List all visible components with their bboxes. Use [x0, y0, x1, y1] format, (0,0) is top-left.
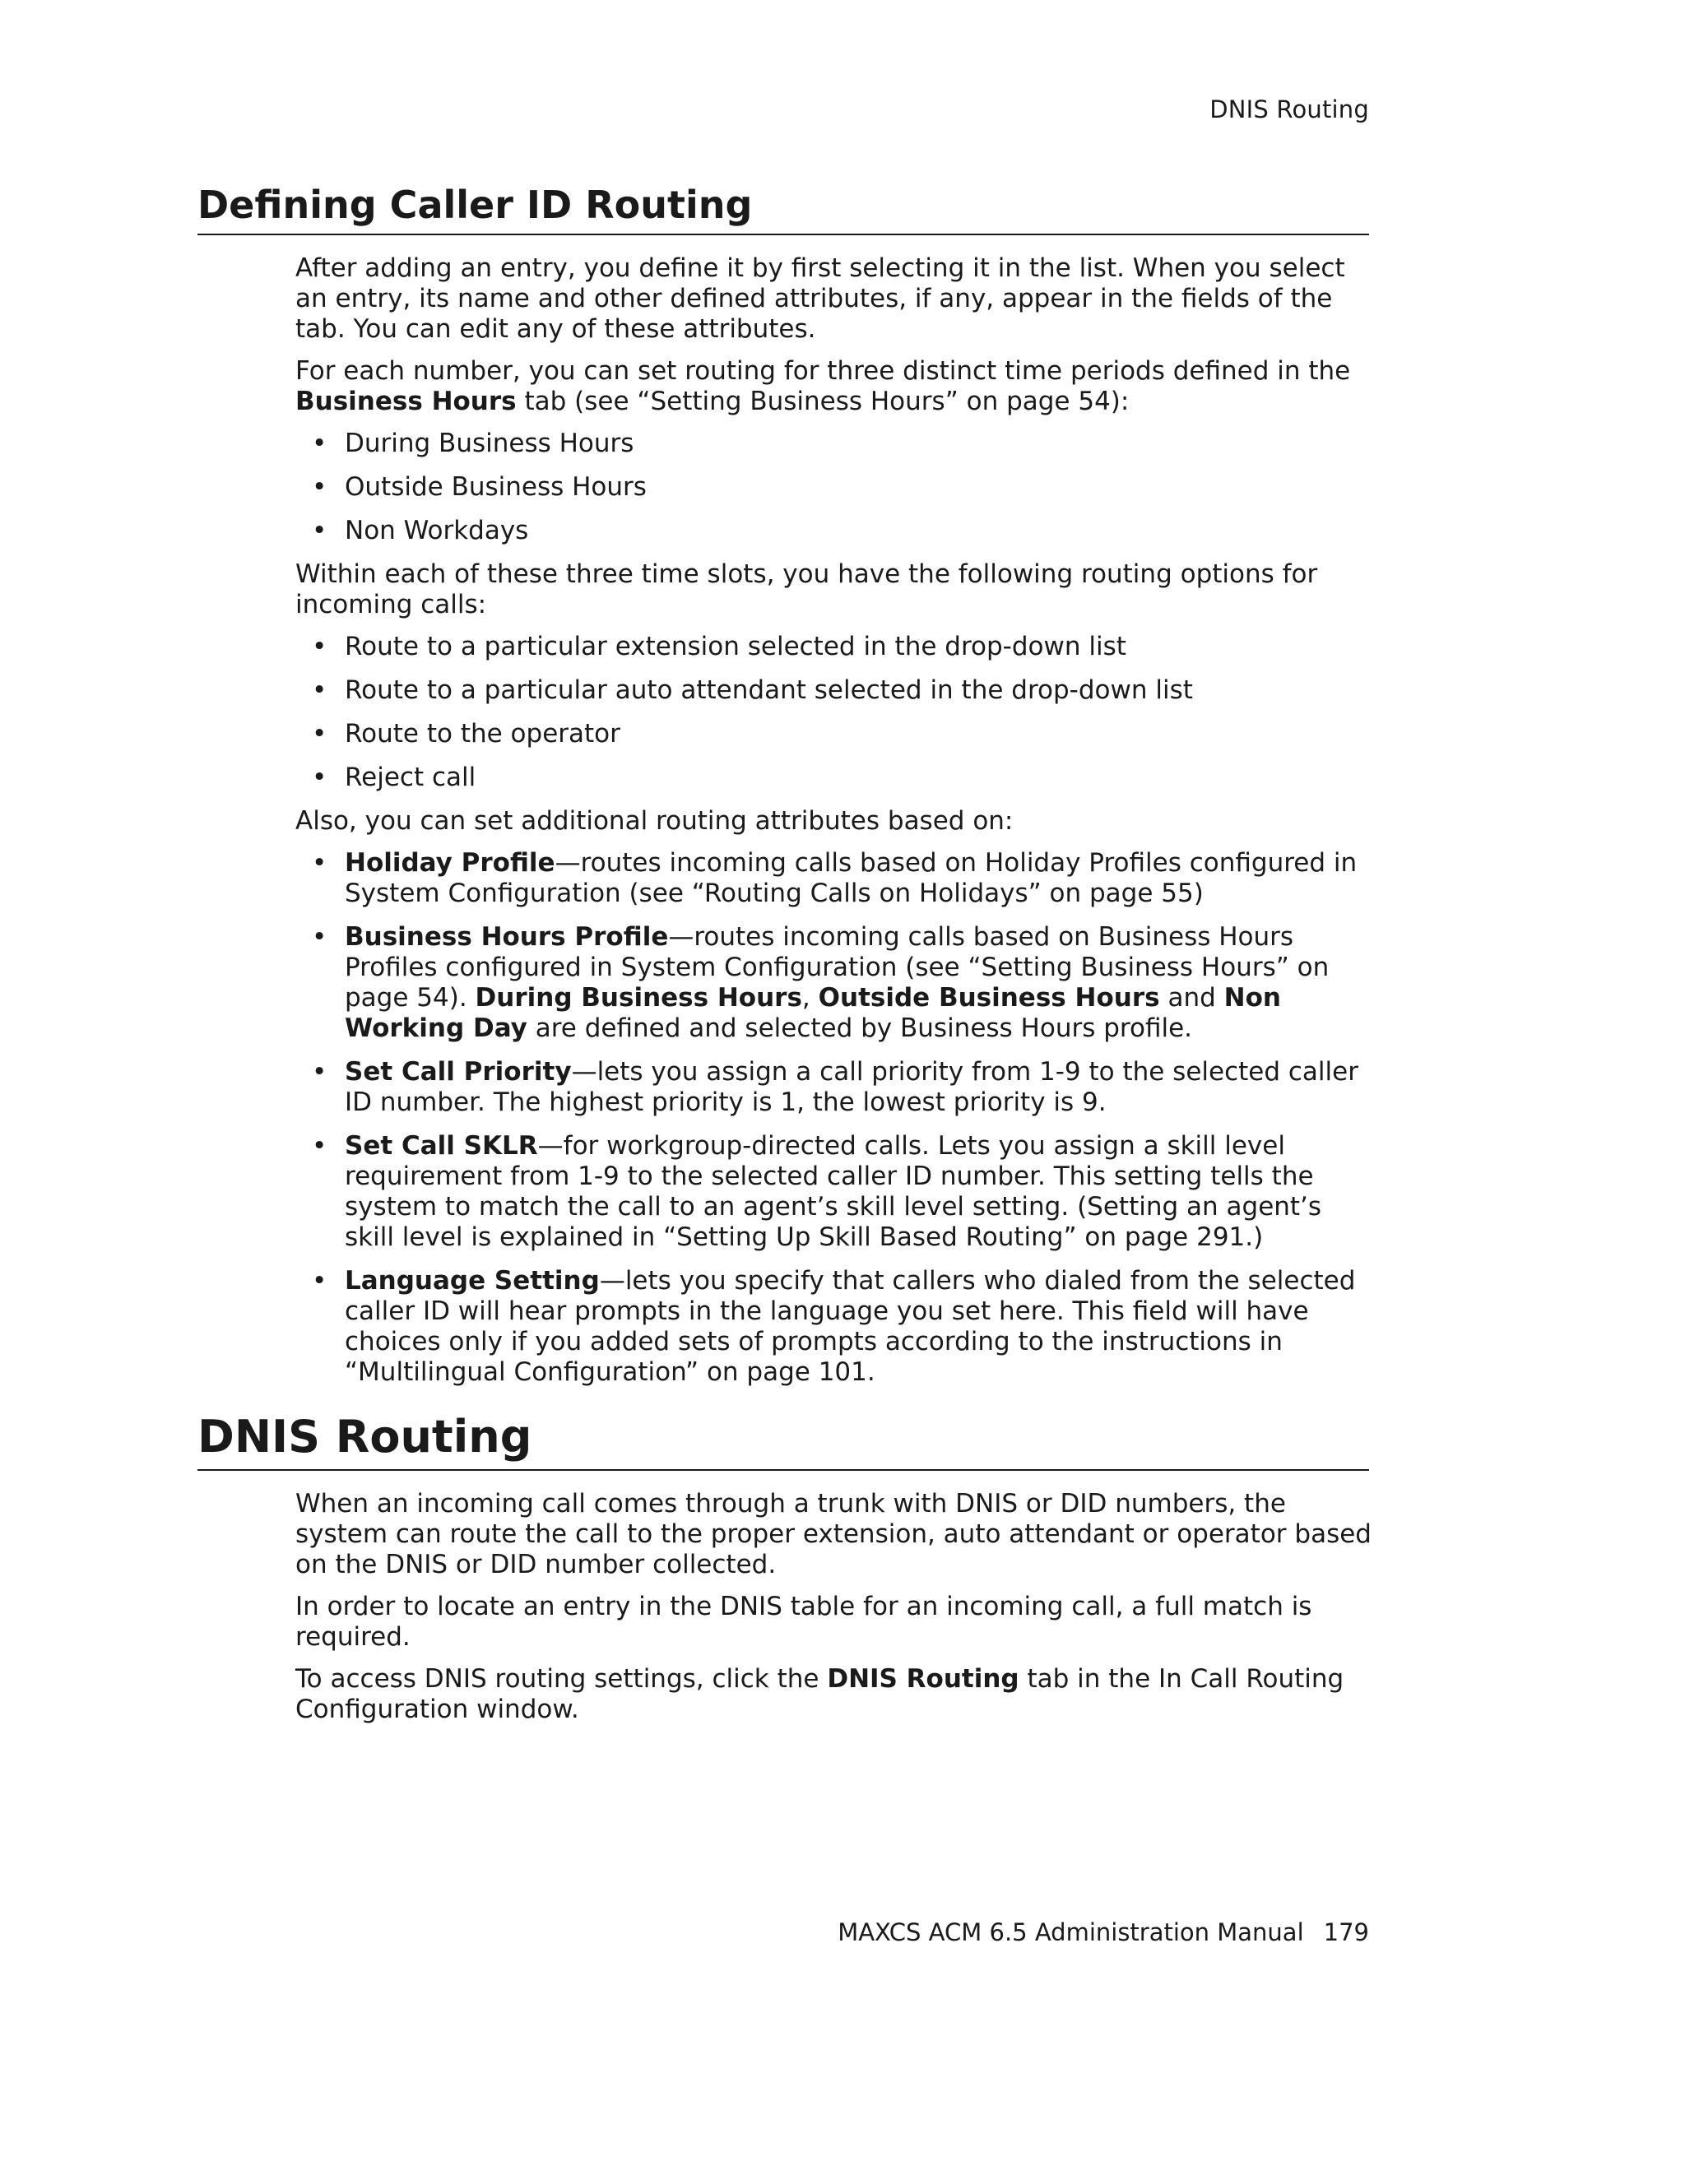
- text-span: —lets you assign a call priority from 1-9 to the selected caller ID number. The highest priority is 1, the lowest priority is 9.: [345, 1057, 1358, 1117]
- time-period-list: [295, 429, 1373, 546]
- list-item: [295, 719, 1373, 749]
- list-item-text: During Business Hours: [345, 429, 634, 458]
- section-body: [295, 1489, 1373, 1725]
- bullet: •: [312, 848, 327, 878]
- section-defining-caller-id-routing: [197, 183, 1369, 1401]
- paragraph: After adding an entry, you define it by first selecting it in the list. When you select an entry, its name and other defined attributes, if any, appear in the fields of the tab. You can edit any of these attributes.: [295, 253, 1345, 344]
- list-item: [295, 516, 1373, 546]
- list-item-text: Reject call: [345, 763, 476, 792]
- text-span: To access DNIS routing settings, click the: [295, 1664, 828, 1694]
- page-footer: [838, 1918, 1369, 1946]
- bullet: •: [312, 516, 327, 545]
- list-item: [295, 763, 1373, 793]
- list-item-text: Route to a particular extension selected in the drop-down list: [345, 632, 1126, 661]
- bullet: •: [312, 429, 327, 458]
- bullet: •: [312, 472, 327, 502]
- text-span: For each number, you can set routing for three distinct time periods defined in the: [295, 356, 1351, 386]
- text-span: ,: [801, 983, 819, 1013]
- list-item-text: Non Workdays: [345, 516, 529, 545]
- bold-term: Business Hours Profile: [345, 922, 669, 952]
- paragraph: When an incoming call comes through a trunk with DNIS or DID numbers, the system can route the call to the proper extension, auto attendant or operator based on the DNIS or DID number collected.: [295, 1489, 1372, 1579]
- paragraph: [295, 356, 1373, 417]
- list-item-text: Outside Business Hours: [345, 472, 647, 502]
- text-span: —for workgroup-directed calls. Lets you assign a skill level requirement from 1-9 to the selected caller ID number. This setting tells the system to match the call to an agent’s skill level setting. (Setting an agent’s skill level is explained in “Setting Up Skill Based Routing” on page 291.): [345, 1131, 1322, 1252]
- section-body: [295, 253, 1373, 1388]
- bold-term: Outside Business Hours: [818, 983, 1160, 1013]
- text-span: are defined and selected by Business Hours profile.: [527, 1013, 1193, 1043]
- bullet: •: [312, 1131, 327, 1161]
- section-title: Defining Caller ID Routing: [197, 183, 1369, 235]
- list-item-text: Route to the operator: [345, 719, 620, 749]
- bold-term: Holiday Profile: [345, 848, 555, 878]
- page-number: 179: [1323, 1918, 1369, 1946]
- list-item-text: Route to a particular auto attendant selected in the drop-down list: [345, 675, 1193, 705]
- list-item-holiday-profile: [295, 848, 1373, 909]
- paragraph: Within each of these three time slots, you have the following routing options for incoming calls:: [295, 559, 1318, 619]
- bullet: •: [312, 1057, 327, 1087]
- routing-attributes-list: [295, 848, 1373, 1388]
- bold-term: Language Setting: [345, 1266, 600, 1296]
- list-item: [295, 632, 1373, 662]
- list-item-language-setting: [295, 1266, 1373, 1388]
- paragraph: In order to locate an entry in the DNIS table for an incoming call, a full match is required.: [295, 1592, 1312, 1652]
- paragraph: Also, you can set additional routing attributes based on:: [295, 806, 1014, 836]
- text-span: tab (see “Setting Business Hours” on page 54):: [516, 387, 1130, 416]
- paragraph: [295, 1664, 1373, 1725]
- manual-title: MAXCS ACM 6.5 Administration Manual: [838, 1918, 1304, 1946]
- list-item-business-hours-profile: [295, 922, 1373, 1044]
- bullet: •: [312, 675, 327, 705]
- bold-term: DNIS Routing: [827, 1664, 1019, 1694]
- bullet: •: [312, 719, 327, 749]
- bullet: •: [312, 1266, 327, 1296]
- text-span: and: [1159, 983, 1224, 1013]
- text-span: tab in the In Call Routing Configuration window.: [295, 1664, 1344, 1724]
- bold-term: Set Call Priority: [345, 1057, 572, 1087]
- text-span: —routes incoming calls based on Business Hours Profiles configured in System Configuration (see “Setting Business Hours” on page 54).: [345, 922, 1330, 1013]
- list-item: [295, 472, 1373, 503]
- section-dnis-routing: [197, 1411, 1372, 1737]
- list-item: [295, 675, 1373, 706]
- bold-term: Set Call SKLR: [345, 1131, 538, 1161]
- list-item: [295, 429, 1373, 459]
- bold-term: Non Working Day: [345, 983, 1281, 1043]
- bullet: •: [312, 763, 327, 792]
- section-title: DNIS Routing: [197, 1411, 1369, 1471]
- bold-term: During Business Hours: [475, 983, 802, 1013]
- bullet: •: [312, 922, 327, 952]
- list-item-set-call-priority: [295, 1057, 1373, 1118]
- bold-term: Business Hours: [295, 387, 517, 416]
- list-item-set-call-sklr: [295, 1131, 1373, 1253]
- text-span: —lets you specify that callers who dialed from the selected caller ID will hear prompts in the language you set here. This field will have choices only if you added sets of prompts according to the instructions in “Multilingual Configuration” on page 101.: [345, 1266, 1356, 1387]
- bullet: •: [312, 632, 327, 661]
- running-header: DNIS Routing: [1209, 95, 1369, 123]
- text-span: —routes incoming calls based on Holiday Profiles configured in System Configuration (see “Routing Calls on Holidays” on page 55): [345, 848, 1358, 908]
- routing-options-list: [295, 632, 1373, 793]
